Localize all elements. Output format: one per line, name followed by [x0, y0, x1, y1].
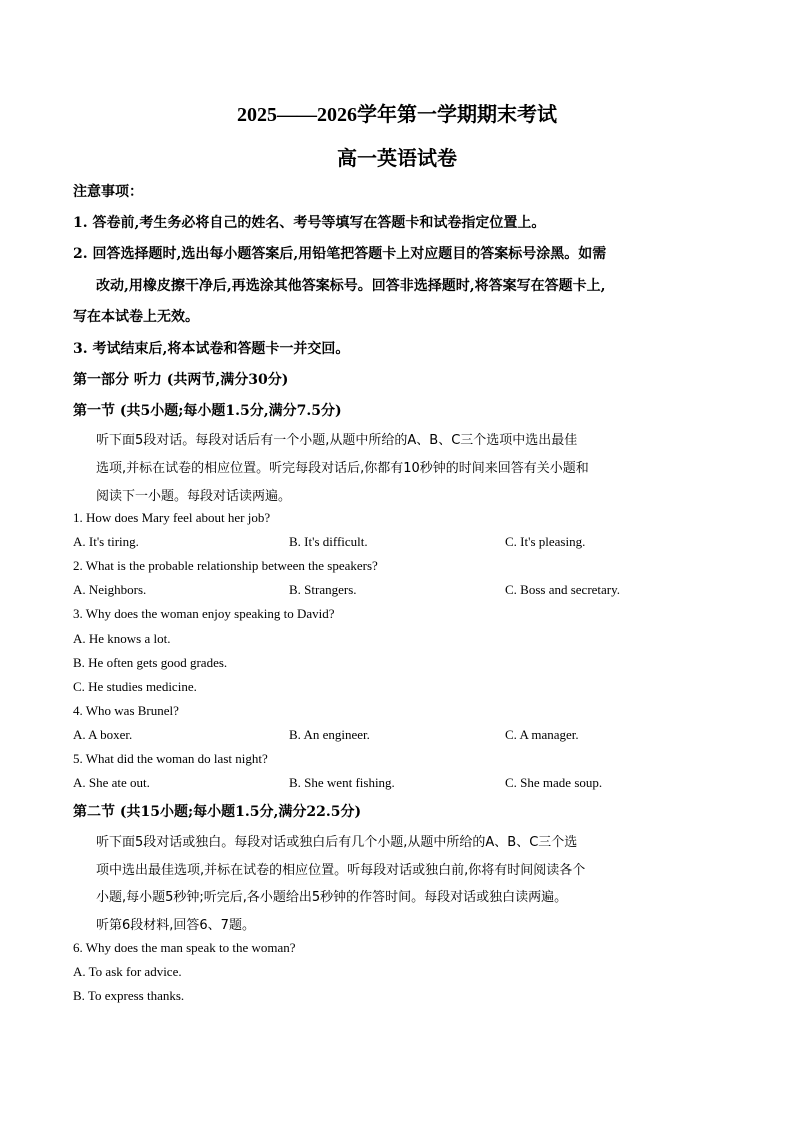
question-6-option-a: A. To ask for advice. [73, 964, 182, 979]
question-4-option-b: B. An engineer. [289, 727, 370, 742]
question-4-option-c: C. A manager. [505, 727, 579, 742]
exam-subtitle: 高一英语试卷 [337, 148, 457, 170]
question-2-option-c: C. Boss and secretary. [505, 582, 621, 597]
question-5-option-a: A. She ate out. [73, 775, 150, 790]
section1-instruction-line: 听下面5段对话。每段对话后有一个小题,从题中所给的A、B、C三个选项中选出最佳 [96, 433, 578, 448]
note-item-2-line-3: 写在本试卷上无效。 [73, 309, 199, 325]
question-1: 1. How does Mary feel about her job? [73, 510, 271, 525]
question-1-option-c: C. It's pleasing. [505, 534, 586, 549]
question-2: 2. What is the probable relationship between the speakers? [73, 558, 378, 573]
exam-title: 2025——2026学年第一学期期末考试 [237, 104, 557, 126]
question-5: 5. What did the woman do last night? [73, 751, 268, 766]
note-item-1: 1. 答卷前,考生务必将自己的姓名、考号等填写在答题卡和试卷指定位置上。 [73, 215, 546, 231]
question-6: 6. Why does the man speak to the woman? [73, 940, 296, 955]
section2-instruction-line: 听下面5段对话或独白。每段对话或独白后有几个小题,从题中所给的A、B、C三个选 [96, 835, 578, 850]
section1-instruction-line: 选项,并标在试卷的相应位置。听完每段对话后,你都有10秒钟的时间来回答有关小题和 [96, 461, 589, 476]
notes-heading: 注意事项： [73, 184, 143, 200]
section2-instruction-line: 小题,每小题5秒钟;听完后,各小题给出5秒钟的作答时间。每段对话或独白读两遍。 [96, 890, 568, 905]
section1-heading: 第一节 (共5小题;每小题1.5分,满分7.5分) [73, 403, 342, 419]
question-1-option-b: B. It's difficult. [289, 534, 368, 549]
question-3: 3. Why does the woman enjoy speaking to David? [73, 606, 335, 621]
question-3-option-c: C. He studies medicine. [73, 679, 197, 694]
question-6-option-b: B. To express thanks. [73, 988, 185, 1003]
question-3-option-a: A. He knows a lot. [73, 631, 171, 646]
question-2-option-a: A. Neighbors. [73, 582, 147, 597]
part1-heading: 第一部分 听力 (共两节,满分30分) [73, 372, 289, 388]
question-1-option-a: A. It's tiring. [73, 534, 139, 549]
question-5-option-b: B. She went fishing. [289, 775, 395, 790]
section2-heading: 第二节 (共15小题;每小题1.5分,满分22.5分) [73, 804, 362, 820]
section2-instruction-line: 听第6段材料,回答6、7题。 [96, 918, 255, 933]
question-4: 4. Who was Brunel? [73, 703, 179, 718]
question-4-option-a: A. A boxer. [73, 727, 133, 742]
note-item-2-line-1: 2. 回答选择题时,选出每小题答案后,用铅笔把答题卡上对应题目的答案标号涂黑。如需 [73, 246, 607, 262]
section2-instruction-line: 项中选出最佳选项,并标在试卷的相应位置。听每段对话或独白前,你将有时间阅读各个 [96, 863, 586, 878]
section1-instruction-line: 阅读下一小题。每段对话读两遍。 [96, 489, 292, 504]
note-item-3: 3. 考试结束后,将本试卷和答题卡一并交回。 [73, 341, 350, 357]
question-2-option-b: B. Strangers. [289, 582, 357, 597]
question-3-option-b: B. He often gets good grades. [73, 655, 228, 670]
note-item-2-line-2: 改动,用橡皮擦干净后,再选涂其他答案标号。回答非选择题时,将答案写在答题卡上, [96, 278, 606, 294]
question-5-option-c: C. She made soup. [505, 775, 603, 790]
